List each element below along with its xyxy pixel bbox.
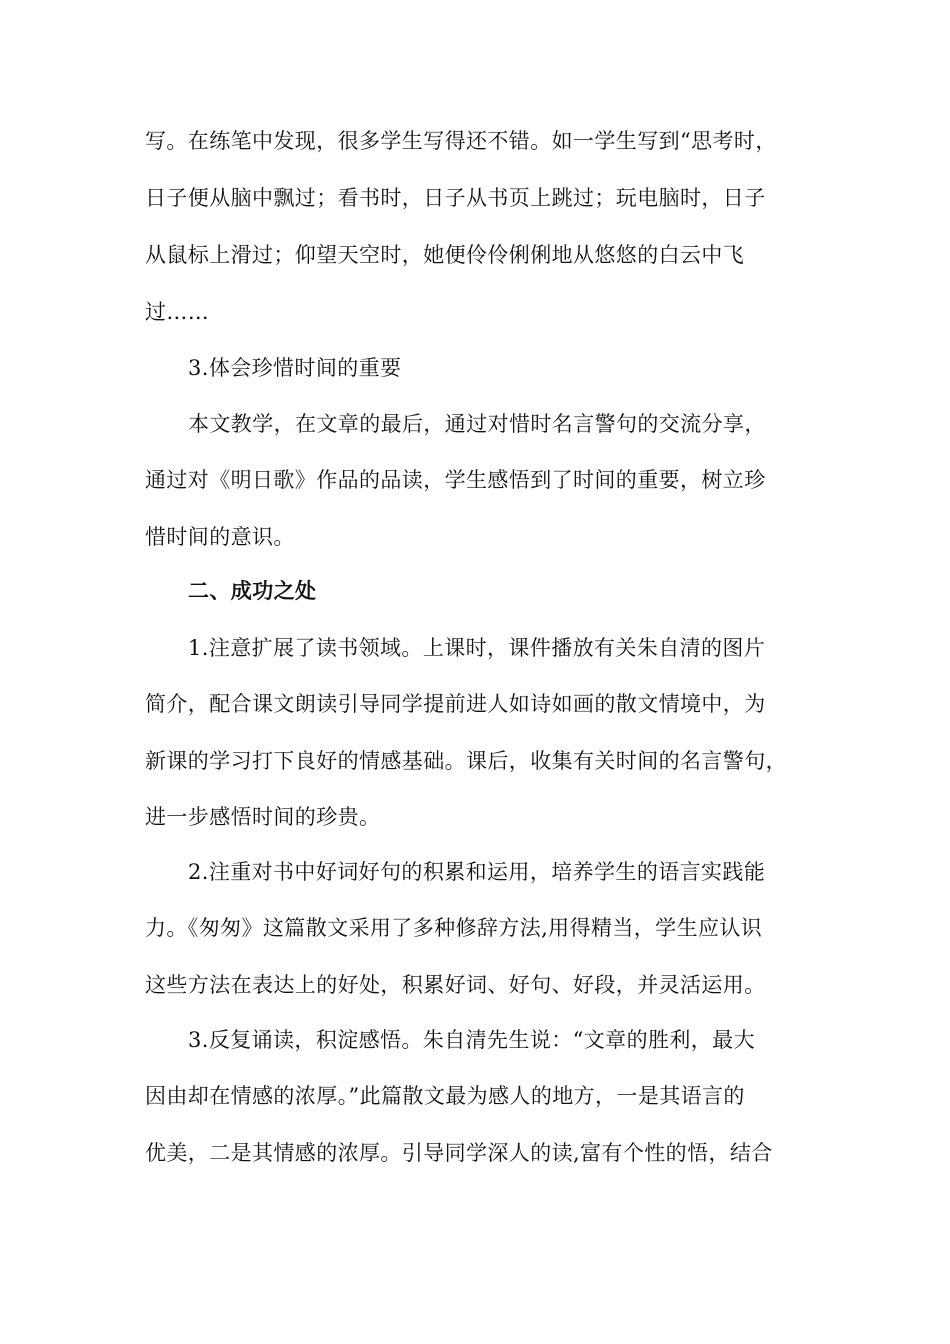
text-line: 通过对《明日歌》作品的品读，学生感悟到了时间的重要，树立珍	[145, 468, 766, 492]
text-line: 本文教学，在文章的最后，通过对惜时名言警句的交流分享，	[188, 412, 766, 436]
text-line: 简介，配合课文朗读引导同学提前进人如诗如画的散文情境中，为	[145, 692, 766, 716]
text-line: 写。在练笔中发现，很多学生写得还不错。如一学生写到“思考时，	[145, 129, 777, 153]
text-line: 过……	[145, 300, 210, 324]
text-line: 进一步感悟时间的珍贵。	[145, 805, 381, 829]
text-line: 因由却在情感的浓厚。”此篇散文最为感人的地方，一是其语言的	[145, 1084, 745, 1108]
section-heading: 二、成功之处	[188, 579, 317, 603]
text-line: 2.注重对书中好词好句的积累和运用，培养学生的语言实践能	[188, 860, 766, 884]
text-line: 从鼠标上滑过；仰望天空时，她便伶伶俐俐地从悠悠的白云中飞	[145, 243, 745, 267]
text-line: 力。《匆匆》这篇散文采用了多种修辞方法,用得精当，学生应认识	[145, 916, 763, 940]
subheading: 3.体会珍惜时间的重要	[188, 356, 402, 380]
text-line: 1.注意扩展了读书领域。上课时，课件播放有关朱自清的图片	[188, 636, 766, 660]
text-line: 这些方法在表达上的好处，积累好词、好句、好段，并灵活运用。	[145, 973, 766, 997]
text-line: 3.反复诵读，积淀感悟。朱自清先生说：“文章的胜利，最大	[188, 1028, 755, 1052]
text-line: 日子便从脑中飘过；看书时，日子从书页上跳过；玩电脑时，日子	[145, 186, 766, 210]
text-line: 惜时间的意识。	[145, 525, 295, 549]
text-line: 优美，二是其情感的浓厚。引导同学深人的读,富有个性的悟，结合	[145, 1141, 773, 1165]
text-line: 新课的学习打下良好的情感基础。课后，收集有关时间的名言警句，	[145, 749, 787, 773]
